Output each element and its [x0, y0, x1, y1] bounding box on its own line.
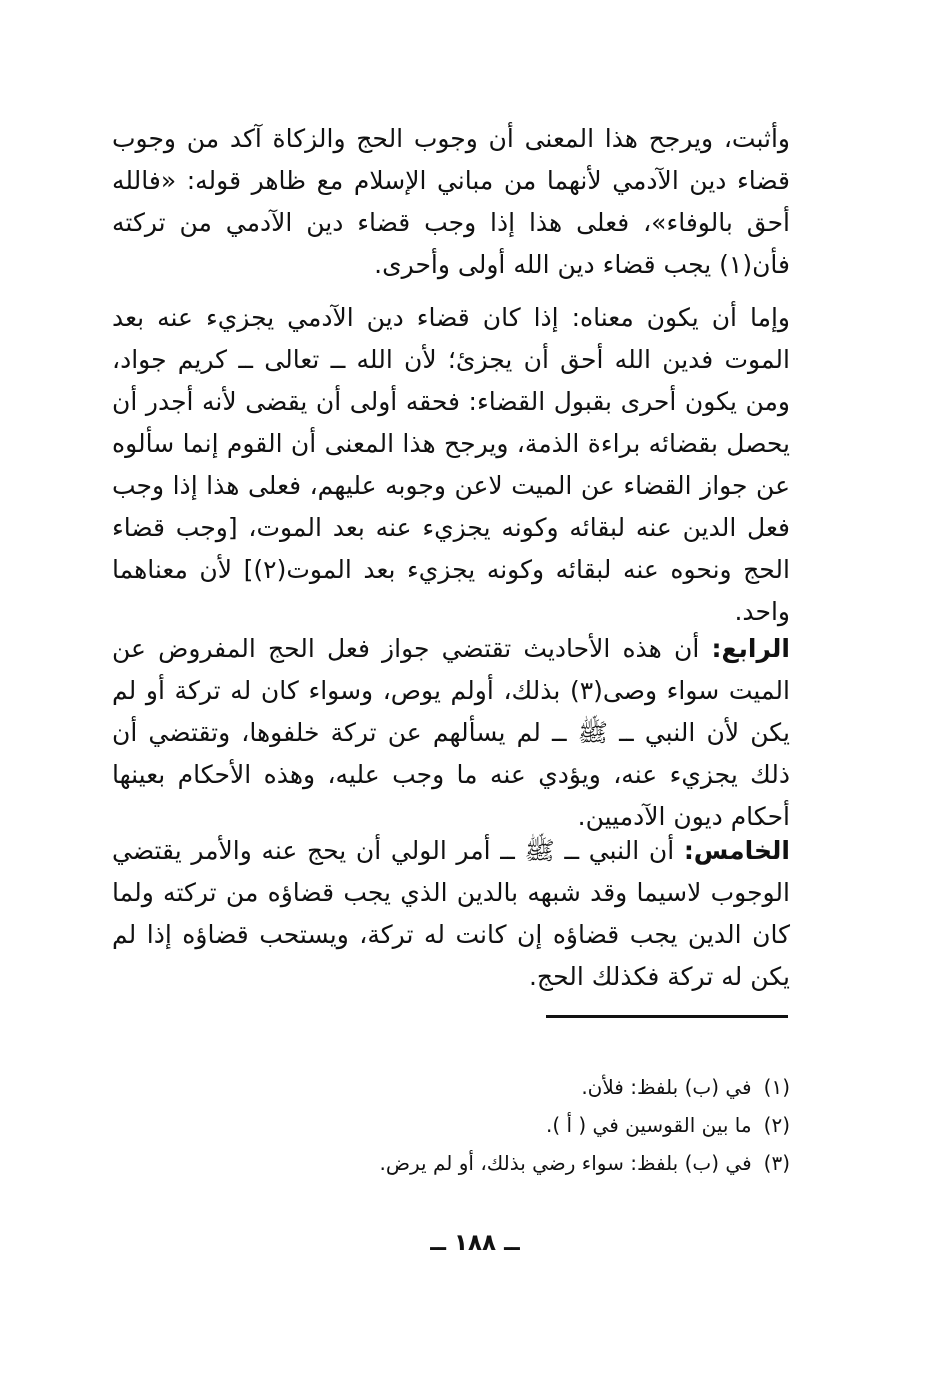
- paragraph-4: [112, 830, 790, 998]
- paragraph-4-lead: الخامس:: [683, 836, 790, 865]
- paragraph-2: [112, 297, 790, 633]
- paragraph-3: [112, 628, 790, 838]
- paragraph-3-lead: الرابع:: [711, 634, 790, 663]
- footnote-item: [270, 1106, 790, 1144]
- paragraph-1: [112, 118, 790, 286]
- footnote-separator: [546, 1015, 788, 1018]
- page-number: ــ ١٨٨ ــ: [430, 1230, 520, 1256]
- footnote-number: (٢): [763, 1113, 790, 1137]
- footnote-item: [270, 1144, 790, 1182]
- footnote-text: ما بين القوسين في ( أ ).: [545, 1113, 752, 1137]
- paragraph-3-text: أن هذه الأحاديث تقتضي جواز فعل الحج المفروض عن الميت سواء وصى(٣) بذلك، أولم يوص، وسواء كان له تركة أو لم يكن لأن النبي ــ ﷺ ــ لم يسألهم عن تركة خلفوها، وتقتضي أن ذلك يجزيء عنه، ويؤدي عنه ما وجب عليه، وهذه الأحكام بعينها أحكام ديون الآدميين.: [112, 634, 790, 831]
- footnote-number: (٣): [763, 1151, 790, 1175]
- footnote-item: [270, 1068, 790, 1106]
- paragraph-2-text: وإما أن يكون معناه: إذا كان قضاء دين الآدمي يجزيء عنه بعد الموت فدين الله أحق أن يجزئ؛ لأن الله ــ تعالى ــ كريم جواد، ومن يكون أحرى بقبول القضاء: فحقه أولى أن يقضى لأنه أجدر أن يحصل بقضائه براءة الذمة، ويرجح هذا المعنى أن القوم إنما سألوه عن جواز القضاء عن الميت لاعن وجوبه عليهم، فعلى هذا إذا وجب فعل الدين عنه لبقائه وكونه يجزيء عنه بعد الموت، [وجب قضاء الحج ونحوه عنه لبقائه وكونه يجزيء بعد الموت(٢)] لأن معناهما واحد.: [112, 303, 790, 626]
- paragraph-1-text: وأثبت، ويرجح هذا المعنى أن وجوب الحج والزكاة آكد من وجوب قضاء دين الآدمي لأنهما من مباني الإسلام مع ظاهر قوله: «فالله أحق بالوفاء»، فعلى هذا إذا وجب قضاء دين الآدمي من تركته فأن(١) يجب قضاء دين الله أولى وأحرى.: [112, 124, 790, 279]
- footnote-text: في (ب) بلفظ: فلأن.: [581, 1075, 752, 1099]
- paragraph-4-text: أن النبي ــ ﷺ ــ أمر الولي أن يحج عنه والأمر يقتضي الوجوب لاسيما وقد شبهه بالدين الذي يجب قضاؤه من تركته ولما كان الدين يجب قضاؤه إن كانت له تركة، ويستحب قضاؤه إذا لم يكن له تركة فكذلك الحج.: [112, 836, 790, 991]
- footnote-text: في (ب) بلفظ: سواء رضي بذلك، أو لم يرض.: [379, 1151, 752, 1175]
- footnotes-list: [270, 1068, 790, 1182]
- footnote-number: (١): [763, 1075, 790, 1099]
